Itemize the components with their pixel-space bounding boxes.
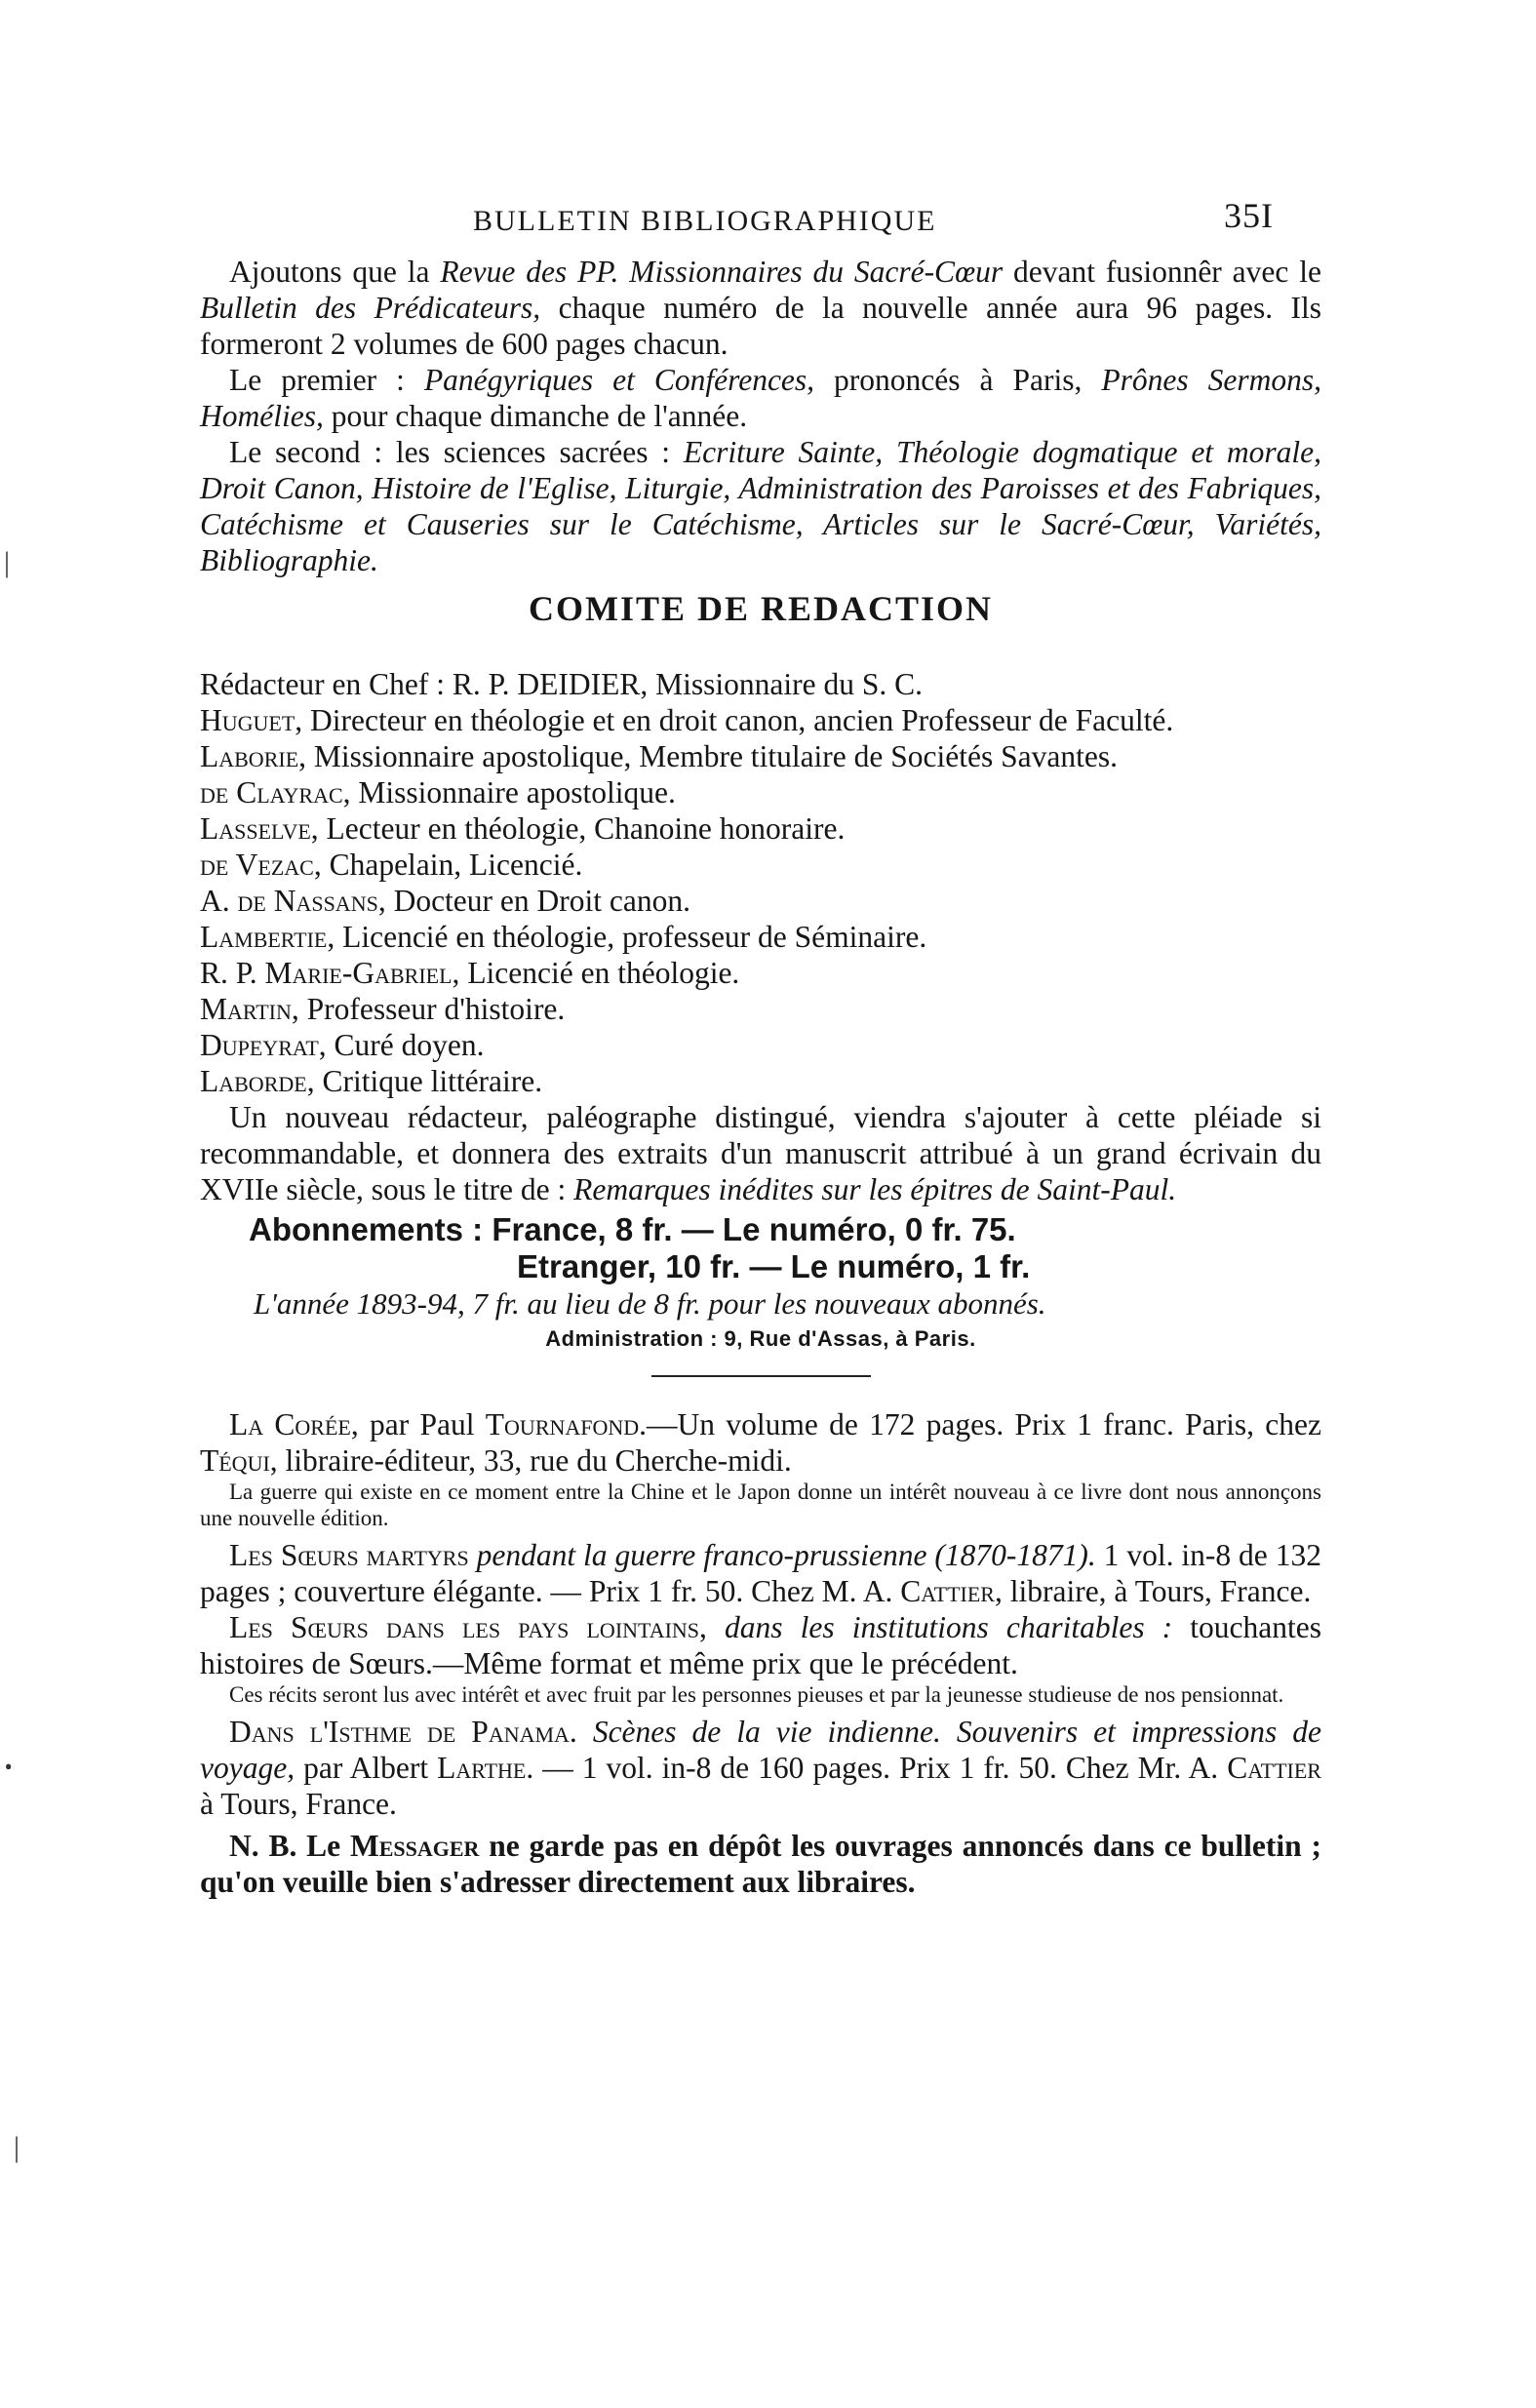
committee-list xyxy=(200,666,1321,1207)
member-name: Rédacteur en Chef : xyxy=(200,667,446,701)
member-name: Lambertie, xyxy=(200,920,335,954)
member-desc: Lecteur en théologie, Chanoine honoraire. xyxy=(318,811,846,846)
new-editor-paragraph xyxy=(200,1099,1321,1207)
text-run: Le second : les sciences sacrées : xyxy=(229,435,684,469)
member-name: Dupeyrat, xyxy=(200,1028,327,1062)
italic-run: Scènes de la vie indienne. Souvenirs et impressions de voyage, xyxy=(200,1715,1321,1785)
text-run: —Un volume de 172 pages. Prix 1 franc. Paris, chez xyxy=(647,1407,1321,1441)
committee-member xyxy=(200,955,1321,991)
committee-member xyxy=(200,847,1321,883)
journal-title: Revue des PP. Missionnaires du Sacré-Cœur xyxy=(440,255,1004,289)
member-desc: Missionnaire apostolique, Membre titulaire de Sociétés Savantes. xyxy=(306,739,1118,773)
member-name: de Clayrac, xyxy=(200,775,351,809)
notice-coree xyxy=(200,1406,1321,1479)
administration-address: Administration : 9, Rue d'Assas, à Paris. xyxy=(545,1326,976,1351)
text-run: devant fusionnêr avec le xyxy=(1003,255,1321,289)
text-run: pour chaque dimanche de l'année. xyxy=(323,399,748,433)
margin-mark-lower: | xyxy=(14,2131,20,2163)
text-run: libraire, à Tours, France. xyxy=(1002,1574,1312,1608)
committee-member xyxy=(200,666,1321,702)
subscription-abroad: Etranger, 10 fr. — Le numéro, 1 fr. xyxy=(517,1248,1031,1284)
subscription-offer: L'année 1893-94, 7 fr. au lieu de 8 fr. pour les nouveaux abonnés. xyxy=(254,1286,1046,1321)
member-name: Martin, xyxy=(200,992,299,1026)
member-name: Laborde, xyxy=(200,1064,315,1098)
member-desc: Directeur en théologie et en droit canon, ancien Professeur de Faculté. xyxy=(302,703,1174,737)
notice-soeurs-lointains xyxy=(200,1609,1321,1681)
member-desc: Professeur d'histoire. xyxy=(298,992,566,1026)
committee-member xyxy=(200,810,1321,847)
section-divider xyxy=(651,1375,871,1377)
subscription-france: Abonnements : France, 8 fr. — Le numéro, 0 fr. 75. xyxy=(249,1211,1016,1247)
book-page xyxy=(200,195,1321,1900)
author-name: Larthe. xyxy=(437,1751,534,1785)
intro-paragraph-3 xyxy=(200,434,1321,578)
margin-mark-middle: ꞏ xyxy=(4,1752,14,1784)
book-notices xyxy=(200,1406,1321,1900)
text-run: prononcés à Paris, xyxy=(814,363,1102,397)
intro-paragraph-2 xyxy=(200,362,1321,434)
work-title: Remarques inédites sur les épitres de Saint-Paul. xyxy=(573,1172,1177,1206)
notice-panama xyxy=(200,1714,1321,1822)
text-run: Ajoutons que la xyxy=(229,255,441,289)
member-desc: Licencié en théologie, professeur de Séminaire. xyxy=(335,920,927,954)
publisher-name: Téqui, xyxy=(200,1443,278,1478)
subscription-block xyxy=(200,1211,1321,1356)
publisher-name: Cattier, xyxy=(900,1574,1003,1608)
committee-member xyxy=(200,883,1321,919)
committee-member xyxy=(200,1027,1321,1063)
publisher-name: Cattier xyxy=(1227,1751,1321,1785)
member-desc: Missionnaire apostolique. xyxy=(350,775,676,809)
member-desc: Chapelain, Licencié. xyxy=(321,848,583,882)
committee-member xyxy=(200,1063,1321,1099)
author-name: Tournafond. xyxy=(485,1407,648,1441)
member-name: A. de Nassans, xyxy=(200,884,386,918)
committee-member xyxy=(200,991,1321,1027)
book-title: La Corée, xyxy=(229,1407,359,1441)
italic-run: Panégyriques et Conférences, xyxy=(423,363,815,397)
italic-run: pendant la guerre franco-prussienne (1870-1871). xyxy=(468,1538,1096,1572)
text-run: Le premier : xyxy=(229,363,424,397)
text-run: à Tours, France. xyxy=(200,1787,397,1821)
intro-section xyxy=(200,254,1321,578)
book-title: Les Sœurs dans les pays lointains, xyxy=(229,1610,707,1644)
text-run: 1 vol. in-8 de 132 pages ; couverture élégante. — Prix 1 fr. 50. Chez M. A. xyxy=(200,1538,1321,1608)
member-name: Lasselve, xyxy=(200,811,319,846)
italic-run: dans les institutions charitables : xyxy=(706,1610,1173,1644)
italic-run: Ecriture Sainte, Théologie dogmatique et morale, Droit Canon, Histoire de l'Eglise, Liturgie, Administration des Paroisses et des Fabriques, Catéchisme et Causeries sur le Catéchisme, Articles sur le Sacré-Cœur, Variétés, Bibliographie. xyxy=(200,435,1321,577)
book-title: Dans l'Isthme de Panama. xyxy=(229,1715,577,1749)
member-name: de Vezac, xyxy=(200,848,322,882)
committee-member xyxy=(200,702,1321,738)
notice-soeurs-martyrs xyxy=(200,1537,1321,1609)
journal-title: Bulletin des Prédicateurs, xyxy=(200,291,541,325)
text-run: par Albert xyxy=(295,1751,438,1785)
text-run: ne garde pas en dépôt les ouvrages annoncés dans ce bulletin ; qu'on veuille bien s'adresser directement aux libraires. xyxy=(200,1829,1321,1899)
member-desc: R. P. DEIDIER, Missionnaire du S. C. xyxy=(445,667,924,701)
text-run: par Paul xyxy=(358,1407,486,1441)
text-run: — 1 vol. in-8 de 160 pages. Prix 1 fr. 50. Chez Mr. A. xyxy=(533,1751,1228,1785)
member-name: R. P. Marie-Gabriel, xyxy=(200,956,460,990)
notice-nb xyxy=(200,1828,1321,1900)
notice-coree-note: La guerre qui existe en ce moment entre la Chine et le Japon donne un intérêt nouveau à ce livre dont nous annonçons une nouvelle édition. xyxy=(200,1480,1321,1530)
text-run: Un nouveau rédacteur, paléographe distingué, viendra s'ajouter à cette pléiade si recommandable, et donnera des extraits d'un manuscrit attribué à un grand écrivain du XVIIe siècle, sous le titre de : xyxy=(200,1100,1321,1206)
margin-mark-top: | xyxy=(4,546,11,578)
committee-member xyxy=(200,738,1321,774)
text-run: chaque numéro de la nouvelle année aura 96 pages. Ils formeront 2 volumes de 600 pages chacun. xyxy=(200,291,1322,361)
text-run: touchantes histoires de Sœurs.—Même format et même prix que le précédent. xyxy=(200,1610,1321,1680)
intro-paragraph-1 xyxy=(200,254,1321,362)
running-head-title: BULLETIN BIBLIOGRAPHIQUE xyxy=(473,205,937,237)
member-name: Laborie, xyxy=(200,739,307,773)
member-desc: Licencié en théologie. xyxy=(459,956,740,990)
committee-member xyxy=(200,774,1321,810)
committee-heading: COMITE DE REDACTION xyxy=(528,589,994,628)
page-number: 35I xyxy=(1224,196,1274,235)
committee-member xyxy=(200,919,1321,955)
italic-run: Prônes Sermons, Homélies, xyxy=(200,363,1321,433)
member-desc: Critique littéraire. xyxy=(314,1064,543,1098)
member-desc: Curé doyen. xyxy=(326,1028,485,1062)
text-run: libraire-éditeur, 33, rue du Cherche-midi. xyxy=(277,1443,792,1478)
text-run: N. B. Le xyxy=(229,1829,350,1863)
periodical-name: Messager xyxy=(350,1829,480,1863)
running-head xyxy=(200,195,1321,254)
member-desc: Docteur en Droit canon. xyxy=(385,884,690,918)
member-name: Huguet, xyxy=(200,703,303,737)
book-title: Les Sœurs martyrs xyxy=(229,1538,469,1572)
notice-soeurs-note: Ces récits seront lus avec intérêt et avec fruit par les personnes pieuses et par la jeunesse studieuse de nos pensionnat. xyxy=(229,1682,1284,1707)
